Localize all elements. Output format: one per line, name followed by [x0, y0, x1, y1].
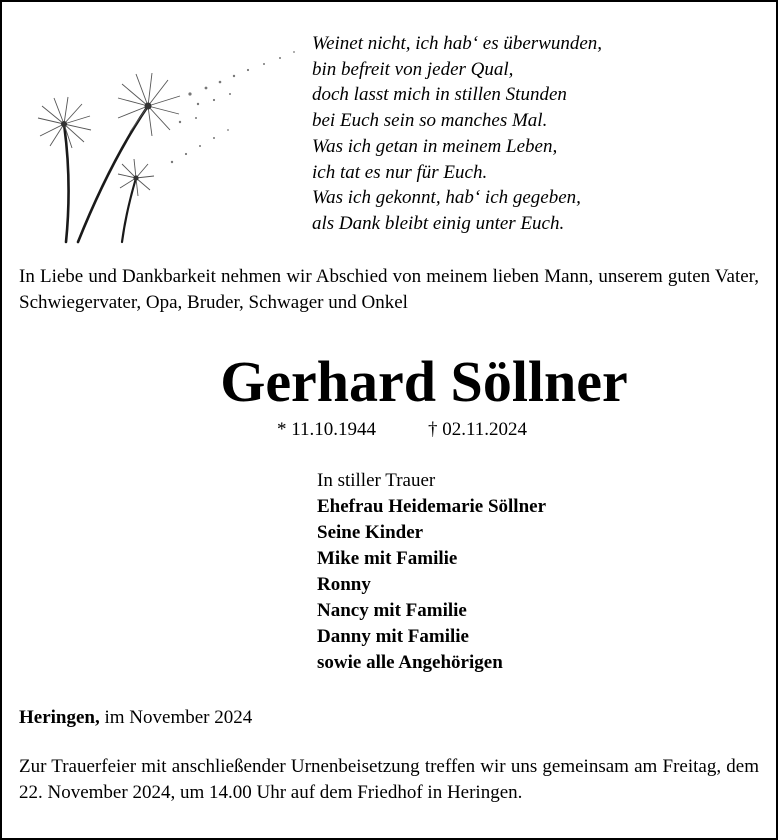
- service-info: Zur Trauerfeier mit anschließender Urnenbeisetzung treffen wir uns gemeinsam am Freitag, dem 22. November 2024, um 14.00 Uhr auf dem Friedhof in Heringen.: [19, 756, 759, 803]
- place-town: Heringen,: [19, 707, 100, 728]
- mourners-list: [317, 468, 546, 676]
- dandelion-icon: [30, 42, 310, 247]
- mourner-name: Danny mit Familie: [317, 626, 469, 647]
- poem-line: Was ich gekonnt, hab‘ ich gegeben,: [312, 187, 581, 209]
- place-and-date: [19, 705, 252, 731]
- poem-line: bei Euch sein so manches Mal.: [312, 110, 548, 132]
- poem-line: doch lasst mich in stillen Stunden: [312, 84, 567, 106]
- poem-line: als Dank bleibt einig unter Euch.: [312, 212, 565, 234]
- mourner-name: Ehefrau Heidemarie Söllner: [317, 496, 547, 517]
- mourner-name: Mike mit Familie: [317, 548, 458, 569]
- poem: [312, 31, 602, 237]
- poem-line: Was ich getan in meinem Leben,: [312, 135, 558, 157]
- mourner-name: Seine Kinder: [317, 522, 424, 543]
- place-date: im November 2024: [104, 707, 253, 728]
- poem-line: ich tat es nur für Euch.: [312, 161, 488, 183]
- birth-date: * 11.10.1944: [277, 419, 377, 440]
- mourner-name: Ronny: [317, 574, 371, 595]
- death-date: † 02.11.2024: [428, 419, 528, 440]
- deceased-name: Gerhard Söllner: [220, 349, 628, 414]
- mourner-name: Nancy mit Familie: [317, 600, 467, 621]
- mourner-name: sowie alle Angehörigen: [317, 652, 503, 673]
- poem-line: Weinet nicht, ich hab‘ es überwunden,: [312, 33, 603, 54]
- mourners-heading: In stiller Trauer: [317, 470, 436, 491]
- intro-text: In Liebe und Dankbarkeit nehmen wir Abschied von meinem lieben Mann, unserem guten Vater, Schwiegervater, Opa, Bruder, Schwager und Onkel: [19, 266, 759, 313]
- poem-line: bin befreit von jeder Qual,: [312, 58, 514, 80]
